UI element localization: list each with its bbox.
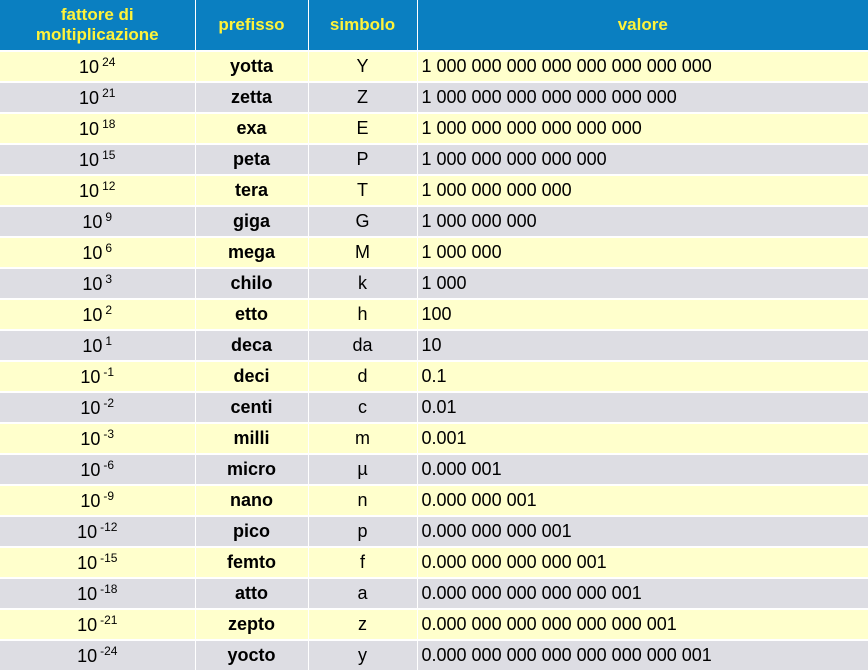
factor-exponent: 24: [102, 55, 116, 69]
prefix-cell: deci: [195, 361, 308, 392]
table-row: [0, 51, 868, 82]
table-row: [0, 113, 868, 144]
factor-exponent: -15: [100, 551, 118, 565]
prefix-cell: exa: [195, 113, 308, 144]
factor-cell: [0, 82, 195, 113]
value-cell: 0.000 001: [417, 454, 868, 485]
symbol-cell: P: [308, 144, 417, 175]
header-symbol: simbolo: [308, 0, 417, 51]
symbol-cell: G: [308, 206, 417, 237]
factor-cell: [0, 485, 195, 516]
symbol-cell: a: [308, 578, 417, 609]
factor-exponent: -21: [100, 613, 118, 627]
prefix-cell: deca: [195, 330, 308, 361]
value-cell: 0.000 000 000 000 001: [417, 547, 868, 578]
factor-exponent: -2: [103, 396, 115, 410]
symbol-cell: n: [308, 485, 417, 516]
header-value: valore: [417, 0, 868, 51]
factor-base: 10: [80, 429, 101, 449]
factor-cell: [0, 547, 195, 578]
table-row: [0, 144, 868, 175]
factor-exponent: 18: [102, 117, 116, 131]
factor-cell: [0, 454, 195, 485]
factor-cell: [0, 144, 195, 175]
prefix-cell: mega: [195, 237, 308, 268]
table-row: [0, 516, 868, 547]
factor-exponent: 2: [105, 303, 113, 317]
factor-cell: [0, 578, 195, 609]
value-cell: 10: [417, 330, 868, 361]
factor-exponent: -3: [103, 427, 115, 441]
factor-base: 10: [80, 491, 101, 511]
value-cell: 1 000 000 000 000 000 000 000 000: [417, 51, 868, 82]
value-cell: 0.000 000 000 000 000 000 000 001: [417, 640, 868, 671]
symbol-cell: E: [308, 113, 417, 144]
value-cell: 1 000 000: [417, 237, 868, 268]
factor-cell: [0, 392, 195, 423]
factor-cell: [0, 640, 195, 671]
factor-exponent: -24: [100, 644, 118, 658]
table-row: [0, 361, 868, 392]
prefix-cell: zepto: [195, 609, 308, 640]
prefix-cell: femto: [195, 547, 308, 578]
symbol-cell: c: [308, 392, 417, 423]
symbol-cell: Y: [308, 51, 417, 82]
value-cell: 1 000 000 000 000 000 000: [417, 113, 868, 144]
factor-base: 10: [79, 57, 100, 77]
value-cell: 100: [417, 299, 868, 330]
symbol-cell: Z: [308, 82, 417, 113]
table-row: [0, 299, 868, 330]
value-cell: 1 000: [417, 268, 868, 299]
table-row: [0, 237, 868, 268]
factor-cell: [0, 361, 195, 392]
value-cell: 0.1: [417, 361, 868, 392]
prefix-cell: tera: [195, 175, 308, 206]
symbol-cell: d: [308, 361, 417, 392]
table-row: [0, 547, 868, 578]
factor-cell: [0, 51, 195, 82]
factor-base: 10: [82, 336, 103, 356]
prefix-cell: micro: [195, 454, 308, 485]
factor-exponent: -18: [100, 582, 118, 596]
factor-cell: [0, 113, 195, 144]
prefix-cell: yocto: [195, 640, 308, 671]
table-row: [0, 82, 868, 113]
prefix-cell: chilo: [195, 268, 308, 299]
factor-exponent: -12: [100, 520, 118, 534]
table-row: [0, 206, 868, 237]
factor-base: 10: [77, 615, 98, 635]
header-row: [0, 0, 868, 51]
prefix-cell: yotta: [195, 51, 308, 82]
table-row: [0, 268, 868, 299]
symbol-cell: k: [308, 268, 417, 299]
symbol-cell: f: [308, 547, 417, 578]
value-cell: 1 000 000 000 000 000: [417, 144, 868, 175]
factor-cell: [0, 423, 195, 454]
factor-cell: [0, 268, 195, 299]
factor-exponent: 12: [102, 179, 116, 193]
table-body: [0, 51, 868, 671]
table-row: [0, 640, 868, 671]
factor-base: 10: [79, 88, 100, 108]
header-prefix: prefisso: [195, 0, 308, 51]
prefix-cell: centi: [195, 392, 308, 423]
value-cell: 0.000 000 000 000 000 001: [417, 578, 868, 609]
factor-exponent: -9: [103, 489, 115, 503]
factor-cell: [0, 299, 195, 330]
prefix-cell: giga: [195, 206, 308, 237]
factor-exponent: 15: [102, 148, 116, 162]
value-cell: 1 000 000 000 000 000 000 000: [417, 82, 868, 113]
symbol-cell: µ: [308, 454, 417, 485]
value-cell: 0.000 000 001: [417, 485, 868, 516]
factor-exponent: -6: [103, 458, 115, 472]
prefix-cell: etto: [195, 299, 308, 330]
factor-base: 10: [79, 181, 100, 201]
factor-base: 10: [82, 243, 103, 263]
symbol-cell: p: [308, 516, 417, 547]
symbol-cell: m: [308, 423, 417, 454]
symbol-cell: da: [308, 330, 417, 361]
symbol-cell: M: [308, 237, 417, 268]
factor-exponent: 9: [105, 210, 113, 224]
symbol-cell: T: [308, 175, 417, 206]
factor-base: 10: [79, 119, 100, 139]
header-factor-line2: moltiplicazione: [35, 25, 159, 44]
factor-base: 10: [80, 367, 101, 387]
value-cell: 1 000 000 000 000: [417, 175, 868, 206]
prefix-cell: atto: [195, 578, 308, 609]
factor-base: 10: [77, 522, 98, 542]
symbol-cell: h: [308, 299, 417, 330]
table-row: [0, 392, 868, 423]
factor-exponent: 3: [105, 272, 113, 286]
prefix-cell: zetta: [195, 82, 308, 113]
factor-base: 10: [82, 274, 103, 294]
table-row: [0, 423, 868, 454]
value-cell: 0.000 000 000 000 000 000 001: [417, 609, 868, 640]
factor-exponent: -1: [103, 365, 115, 379]
factor-cell: [0, 237, 195, 268]
factor-base: 10: [80, 460, 101, 480]
symbol-cell: z: [308, 609, 417, 640]
factor-base: 10: [77, 553, 98, 573]
table-row: [0, 454, 868, 485]
factor-cell: [0, 206, 195, 237]
symbol-cell: y: [308, 640, 417, 671]
factor-base: 10: [82, 212, 103, 232]
table-row: [0, 330, 868, 361]
factor-exponent: 21: [102, 86, 116, 100]
factor-base: 10: [77, 584, 98, 604]
header-factor: [0, 0, 195, 51]
factor-cell: [0, 330, 195, 361]
factor-exponent: 1: [105, 334, 113, 348]
header-factor-line1: fattore di: [60, 5, 134, 24]
factor-cell: [0, 175, 195, 206]
table-row: [0, 578, 868, 609]
table-row: [0, 609, 868, 640]
value-cell: 1 000 000 000: [417, 206, 868, 237]
factor-base: 10: [77, 646, 98, 666]
factor-base: 10: [82, 305, 103, 325]
factor-base: 10: [79, 150, 100, 170]
value-cell: 0.000 000 000 001: [417, 516, 868, 547]
factor-base: 10: [80, 398, 101, 418]
prefix-cell: peta: [195, 144, 308, 175]
table-row: [0, 175, 868, 206]
prefix-cell: nano: [195, 485, 308, 516]
prefix-cell: pico: [195, 516, 308, 547]
factor-cell: [0, 516, 195, 547]
prefix-cell: milli: [195, 423, 308, 454]
factor-exponent: 6: [105, 241, 113, 255]
value-cell: 0.01: [417, 392, 868, 423]
factor-cell: [0, 609, 195, 640]
table-row: [0, 485, 868, 516]
value-cell: 0.001: [417, 423, 868, 454]
